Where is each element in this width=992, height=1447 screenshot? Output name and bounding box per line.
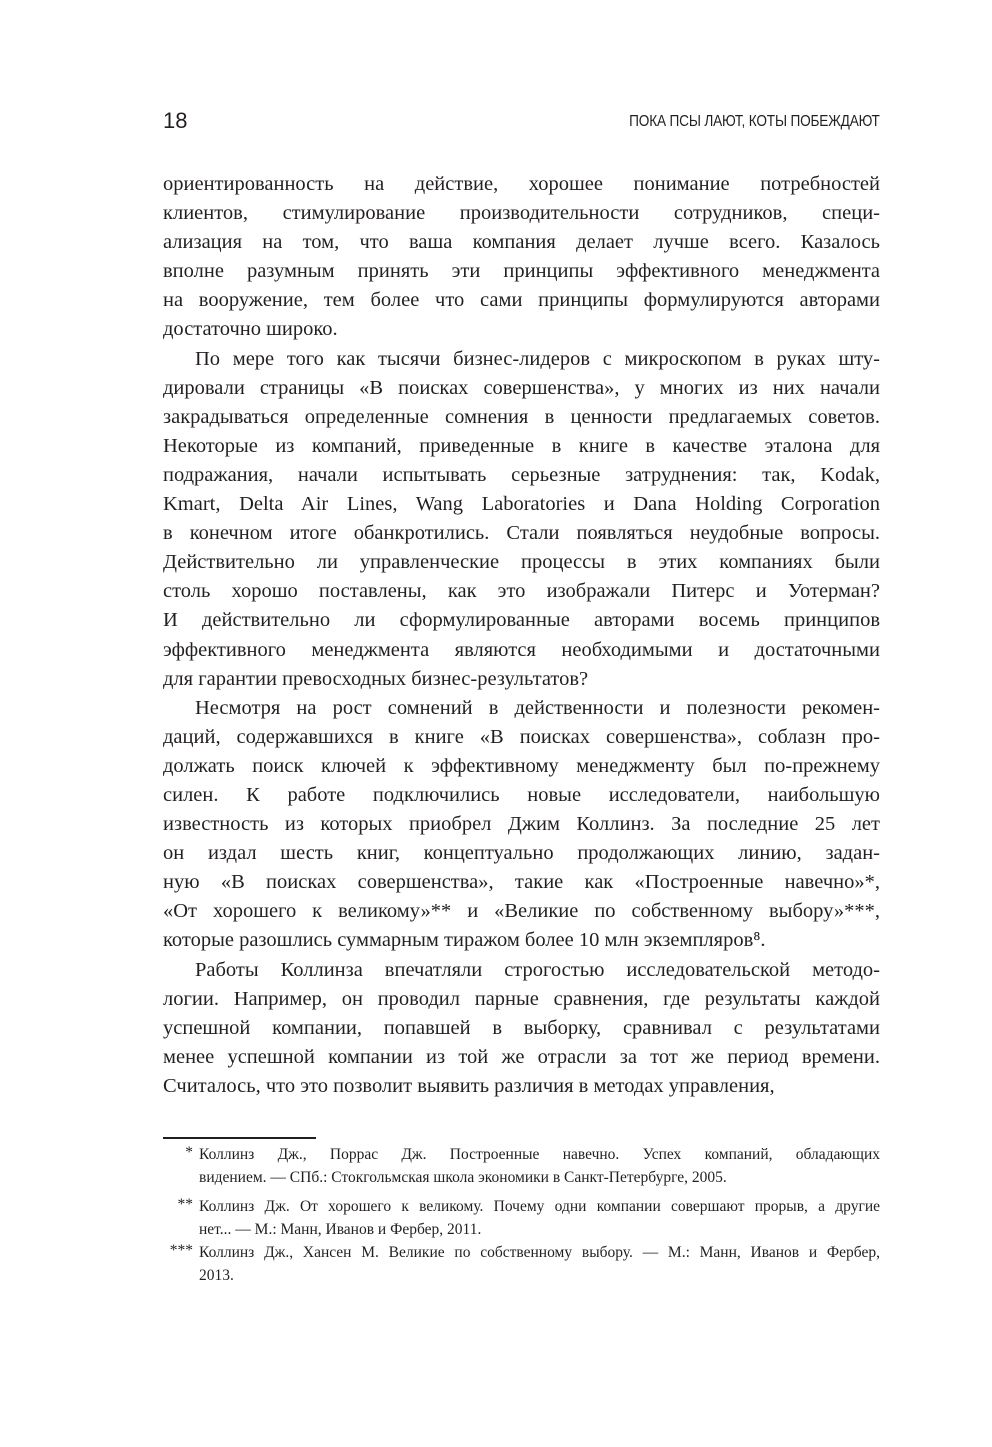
footnote-line: Коллинз Дж. От хорошего к великому. Почему одни компании совершают прорыв, а другие [199,1198,880,1215]
text-line: эффективного менеджмента являются необходимыми и достаточными [163,638,880,661]
text-line: ализация на том, что ваша компания делает лучше всего. Казалось [163,231,880,254]
text-line: И действительно ли сформулированные авторами восемь принципов [163,609,880,632]
text-line: столь хорошо поставлены, как это изображали Питерс и Уотерман? [163,580,880,603]
footnote-line: Коллинз Дж., Поррас Дж. Построенные навечно. Успех компаний, обладающих [199,1146,880,1163]
text-line: По мере того как тысячи бизнес-лидеров с микроскопом в руках шту- [195,347,880,370]
text-line: ориентированность на действие, хорошее понимание потребностей [163,173,880,195]
text-line: закрадываться определенные сомнения в ценности предлагаемых советов. [163,405,880,428]
footnote-line: видением. — СПб.: Стокгольмская школа экономики в Санкт-Петербурге, 2005. [199,1168,727,1186]
footnote-marker: ** [177,1196,193,1213]
text-line: дировали страницы «В поисках совершенства», у многих из них начали [163,376,880,399]
text-line: известность из которых приобрел Джим Коллинз. За последние 25 лет [163,813,880,836]
text-line: Работы Коллинза впечатляли строгостью исследовательской методо- [195,958,880,981]
footnote-marker: * [185,1144,193,1161]
text-line: подражания, начали испытывать серьезные затруднения: так, Kodak, [163,463,880,486]
paragraph [163,694,880,956]
footnote [163,1196,880,1241]
text-line: в конечном итоге обанкротились. Стали появляться неудобные вопросы. [163,522,880,545]
text-line: для гарантии превосходных бизнес-результатов? [163,667,589,690]
text-line: он издал шесть книг, концептуально продолжающих линию, задан- [163,842,880,865]
paragraph [163,170,880,345]
footnote-divider [163,1137,316,1139]
text-line: силен. К работе подключились новые исследователи, наибольшую [163,783,880,806]
paragraph [163,956,880,1101]
text-line: Некоторые из компаний, приведенные в книге в качестве эталона для [163,434,880,457]
footnote [163,1144,880,1189]
text-line: менее успешной компании из той же отрасли за тот же период времени. [163,1045,880,1068]
text-line: вполне разумным принять эти принципы эффективного менеджмента [163,260,880,283]
text-line: достаточно широко. [163,318,338,341]
text-line: Считалось, что это позволит выявить различия в методах управления, [163,1074,775,1097]
text-line: даций, содержавшихся в книге «В поисках совершенства», соблазн про- [163,725,880,748]
running-title: ПОКА ПСЫ ЛАЮТ, КОТЫ ПОБЕЖДАЮТ [629,113,880,130]
page-number: 18 [163,108,188,133]
text-line: Kmart, Delta Air Lines, Wang Laboratories и Dana Holding Corporation [163,493,880,516]
text-line: на вооружение, тем более что сами принципы формулируются авторами [163,289,880,312]
footnote-marker: *** [169,1242,193,1259]
footnote-line: 2013. [199,1266,234,1284]
text-line: «От хорошего к великому»** и «Великие по собственному выбору»***, [163,900,880,923]
text-line: логии. Например, он проводил парные сравнения, где результаты каждой [163,987,880,1010]
text-line: Действительно ли управленческие процессы в этих компаниях были [163,551,880,574]
text-line: Несмотря на рост сомнений в действенности и полезности рекомен- [195,696,880,719]
footnote-line: Коллинз Дж., Хансен М. Великие по собственному выбору. — М.: Манн, Иванов и Фербер, [199,1244,880,1261]
text-line: которые разошлись суммарным тиражом более 10 млн экземпляров⁸. [163,929,766,952]
text-line: успешной компании, попавшей в выборку, сравнивал с результатами [163,1016,880,1039]
paragraph [163,345,880,694]
footnote-line: нет... — М.: Манн, Иванов и Фербер, 2011. [199,1220,482,1238]
body-text [163,170,880,1101]
text-line: ную «В поисках совершенства», такие как «Построенные навечно»*, [163,871,880,894]
footnote [163,1242,880,1287]
text-line: должать поиск ключей к эффективному менеджменту был по-прежнему [163,754,880,777]
text-line: клиентов, стимулирование производительности сотрудников, специ- [163,202,880,225]
